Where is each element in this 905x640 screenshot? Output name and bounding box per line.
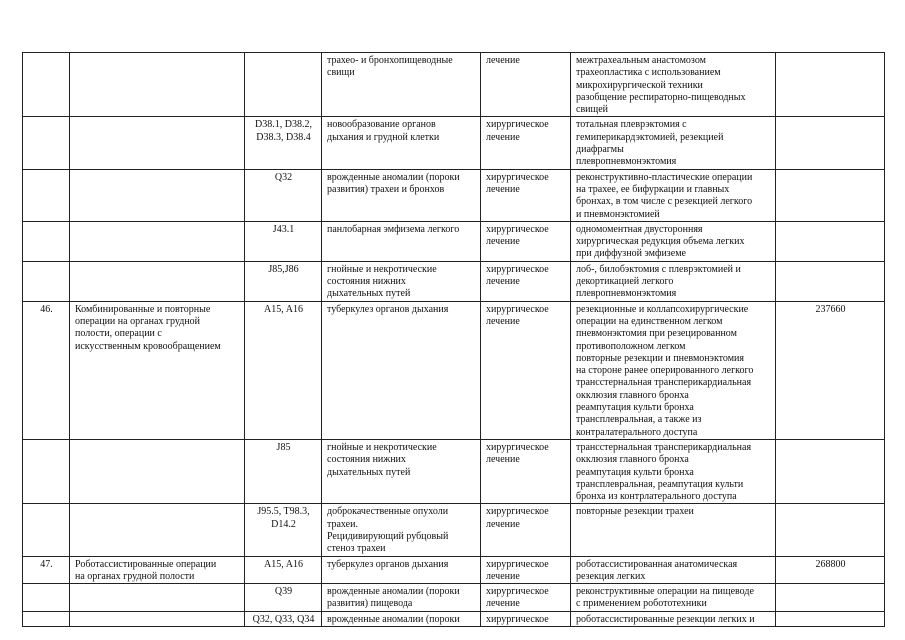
table-row xyxy=(23,584,885,612)
disease-model-cell xyxy=(322,556,481,584)
table-row xyxy=(23,261,885,301)
cell-line: повторные резекции и пневмонэктомия xyxy=(576,352,745,364)
cell-line: Q32 xyxy=(274,171,293,183)
cell-line: хирургическое xyxy=(486,263,549,275)
cell-line: лечение xyxy=(486,315,520,327)
icd-codes-cell xyxy=(245,611,322,626)
cell-line: хирургическое xyxy=(486,119,549,131)
treatment-type-cell xyxy=(481,221,571,261)
cell-line: трансстернальная трансперикардиальная xyxy=(576,377,752,389)
cell-line: на органах грудной полости xyxy=(75,570,195,582)
table-row xyxy=(23,53,885,117)
cell-line: развития) трахеи и бронхов xyxy=(327,183,445,195)
disease-model-cell xyxy=(322,504,481,556)
intervention-name-cell xyxy=(70,53,245,117)
table-row xyxy=(23,117,885,169)
cell-line: состояния нижних xyxy=(327,276,406,288)
cell-line: трансстернальная трансперикардиальная xyxy=(576,441,752,453)
table-row xyxy=(23,556,885,584)
icd-codes-cell xyxy=(245,117,322,169)
intervention-name-cell xyxy=(70,169,245,221)
table-row xyxy=(23,504,885,556)
cell-line: лечение xyxy=(486,570,520,582)
cell-line: дыхательных путей xyxy=(327,466,411,478)
disease-model-cell xyxy=(322,117,481,169)
cell-line: операции на органах грудной xyxy=(75,315,201,327)
cell-line: с применением робототехники xyxy=(576,598,707,610)
table-row xyxy=(23,439,885,503)
disease-model-cell xyxy=(322,439,481,503)
treatment-method-cell xyxy=(571,261,776,301)
cell-line: хирургическое xyxy=(486,586,549,598)
disease-model-cell xyxy=(322,261,481,301)
intervention-name-cell xyxy=(70,221,245,261)
treatment-type-cell xyxy=(481,117,571,169)
price-cell xyxy=(776,261,885,301)
cell-line: лечение xyxy=(486,183,520,195)
cell-line: дыхательных путей xyxy=(327,288,411,300)
cell-line: повторные резекции трахеи xyxy=(576,506,694,518)
disease-model-cell xyxy=(322,221,481,261)
cell-line: окклюзия главного бронха xyxy=(576,389,689,401)
cell-line: трахеопластика с использованием xyxy=(576,67,721,79)
treatment-method-cell xyxy=(571,221,776,261)
icd-codes-cell xyxy=(245,301,322,439)
cell-line: хирургическое xyxy=(486,171,549,183)
cell-line: реампутация культи бронха xyxy=(576,466,694,478)
cell-line: J85 xyxy=(276,441,291,453)
cell-line: развития) пищевода xyxy=(327,598,413,610)
intervention-name-cell xyxy=(70,301,245,439)
icd-codes-cell xyxy=(245,504,322,556)
cell-line: Комбинированные и повторные xyxy=(75,303,211,315)
cell-line: тотальная плеврэктомия с xyxy=(576,119,687,131)
cell-line: врожденные аномалии (пороки xyxy=(327,613,460,625)
treatment-method-cell xyxy=(571,169,776,221)
cell-line: плевропневмонэктомия xyxy=(576,156,677,168)
treatment-type-cell xyxy=(481,301,571,439)
price-cell xyxy=(776,611,885,626)
cell-line: гемиперикардэктомией, резекцией xyxy=(576,131,724,143)
cell-line: межтрахеальным анастомозом xyxy=(576,55,706,66)
treatment-method-cell xyxy=(571,53,776,117)
intervention-name-cell xyxy=(70,611,245,626)
treatment-type-cell xyxy=(481,53,571,117)
price-cell xyxy=(776,221,885,261)
cell-line: хирургическое xyxy=(486,303,549,315)
row-number-cell: 46. xyxy=(23,301,70,439)
treatment-type-cell xyxy=(481,439,571,503)
cell-line: D38.3, D38.4 xyxy=(256,131,311,143)
cell-line: лечение xyxy=(486,276,520,288)
table-body xyxy=(23,53,885,627)
cell-line: бронха из контрлатерального доступа xyxy=(576,491,737,503)
cell-line: Q39 xyxy=(274,586,293,598)
cell-line: свищей xyxy=(576,104,609,116)
row-number-cell xyxy=(23,611,70,626)
cell-line: полости, операции с xyxy=(75,328,162,340)
row-number-cell xyxy=(23,504,70,556)
treatment-type-cell xyxy=(481,169,571,221)
cell-line: Рецидивирующий рубцовый xyxy=(327,530,449,542)
cell-line: дыхания и грудной клетки xyxy=(327,131,440,143)
cell-line: гнойные и некротические xyxy=(327,441,437,453)
treatment-method-cell xyxy=(571,556,776,584)
cell-line: при диффузной эмфиземе xyxy=(576,248,686,260)
cell-line: на трахее, ее бифуркации и главных xyxy=(576,183,730,195)
intervention-name-cell xyxy=(70,439,245,503)
cell-line: реконструктивные операции на пищеводе xyxy=(576,586,754,598)
icd-codes-cell xyxy=(245,169,322,221)
row-number-cell xyxy=(23,221,70,261)
treatment-type-cell xyxy=(481,261,571,301)
disease-model-cell xyxy=(322,53,481,117)
disease-model-cell xyxy=(322,611,481,626)
cell-line: плевропневмонэктомия xyxy=(576,288,677,300)
intervention-name-cell xyxy=(70,261,245,301)
cell-line: стеноз трахеи xyxy=(327,543,386,555)
icd-codes-cell xyxy=(245,556,322,584)
table-row xyxy=(23,611,885,626)
cell-line: J95.5, T98.3, xyxy=(257,506,310,518)
cell-line: врожденные аномалии (пороки xyxy=(327,586,460,598)
disease-model-cell xyxy=(322,169,481,221)
table-row xyxy=(23,169,885,221)
cell-line: трансплевральная, реампутация культи xyxy=(576,478,744,490)
cell-line: разобщение респираторно-пищеводных xyxy=(576,91,746,103)
price-cell: 268800 xyxy=(776,556,885,584)
cell-line: хирургическое xyxy=(486,558,549,570)
cell-line: резекция легких xyxy=(576,570,646,582)
treatment-type-cell xyxy=(481,611,571,626)
cell-line: лечение xyxy=(486,454,520,466)
cell-line: лечение xyxy=(486,598,520,610)
cell-line: реампутация культи бронха xyxy=(576,402,694,414)
cell-line: хирургическое xyxy=(486,441,549,453)
cell-line: на стороне ранее оперированного легкого xyxy=(576,365,754,377)
cell-line: гнойные и некротические xyxy=(327,263,437,275)
cell-line: лечение xyxy=(486,55,520,66)
icd-codes-cell xyxy=(245,439,322,503)
cell-line: искусственным кровообращением xyxy=(75,340,221,352)
price-cell xyxy=(776,169,885,221)
cell-line: D38.1, D38.2, xyxy=(255,119,312,131)
row-number-cell xyxy=(23,439,70,503)
cell-line: туберкулез органов дыхания xyxy=(327,558,449,570)
intervention-name-cell xyxy=(70,556,245,584)
cell-line: бронхах, в том числе с резекцией легкого xyxy=(576,196,753,208)
treatment-method-cell xyxy=(571,611,776,626)
table-row xyxy=(23,301,885,439)
cell-line: хирургическое xyxy=(486,506,549,518)
cell-line: роботассистированная анатомическая xyxy=(576,558,738,570)
intervention-name-cell xyxy=(70,584,245,612)
cell-line: туберкулез органов дыхания xyxy=(327,303,449,315)
cell-line: панлобарная эмфизема легкого xyxy=(327,223,460,235)
cell-line: и пневмонэктомией xyxy=(576,208,660,220)
icd-codes-cell xyxy=(245,221,322,261)
treatment-method-cell xyxy=(571,301,776,439)
cell-line: одномоментная двусторонняя xyxy=(576,223,703,235)
cell-line: микрохирургической техники xyxy=(576,79,703,91)
treatment-type-cell xyxy=(481,504,571,556)
icd-codes-cell xyxy=(245,53,322,117)
cell-line: врожденные аномалии (пороки xyxy=(327,171,460,183)
cell-line: окклюзия главного бронха xyxy=(576,454,689,466)
cell-line: трахеи. xyxy=(327,518,358,530)
cell-line: новообразование органов xyxy=(327,119,436,131)
price-cell xyxy=(776,53,885,117)
cell-line: диафрагмы xyxy=(576,144,624,156)
cell-line: декортикацией легкого xyxy=(576,276,674,288)
cell-line: роботассистированные резекции легких и xyxy=(576,613,755,625)
cell-line: доброкачественные опухоли xyxy=(327,506,449,518)
disease-model-cell xyxy=(322,584,481,612)
treatment-method-cell xyxy=(571,504,776,556)
cell-line: лечение xyxy=(486,518,520,530)
intervention-name-cell xyxy=(70,504,245,556)
cell-line: реконструктивно-пластические операции xyxy=(576,171,753,183)
cell-line: A15, A16 xyxy=(264,303,303,315)
cell-line: хирургическая редукция объема легких xyxy=(576,236,745,248)
cell-line: операции на единственном легком xyxy=(576,315,723,327)
procedures-table xyxy=(22,52,885,627)
price-cell xyxy=(776,439,885,503)
icd-codes-cell xyxy=(245,584,322,612)
price-cell xyxy=(776,117,885,169)
cell-line: резекционные и коллапсохирургические xyxy=(576,303,749,315)
cell-line: D14.2 xyxy=(271,518,296,530)
row-number-cell xyxy=(23,584,70,612)
row-number-cell xyxy=(23,261,70,301)
price-cell xyxy=(776,584,885,612)
cell-line: трахео- и бронхопищеводные xyxy=(327,55,453,66)
treatment-method-cell xyxy=(571,439,776,503)
cell-line: пневмонэктомия при резецированном xyxy=(576,328,737,340)
treatment-type-cell xyxy=(481,556,571,584)
row-number-cell xyxy=(23,53,70,117)
treatment-method-cell xyxy=(571,117,776,169)
cell-line: A15, A16 xyxy=(264,558,303,570)
disease-model-cell xyxy=(322,301,481,439)
icd-codes-cell xyxy=(245,261,322,301)
price-cell xyxy=(776,504,885,556)
intervention-name-cell xyxy=(70,117,245,169)
cell-line: контралатерального доступа xyxy=(576,426,698,438)
table-row xyxy=(23,221,885,261)
cell-line: J43.1 xyxy=(272,223,295,235)
cell-line: J85,J86 xyxy=(268,263,299,275)
cell-line: лечение xyxy=(486,236,520,248)
row-number-cell: 47. xyxy=(23,556,70,584)
cell-line: состояния нижних xyxy=(327,454,406,466)
treatment-type-cell xyxy=(481,584,571,612)
cell-line: лечение xyxy=(486,131,520,143)
cell-line: лоб-, билобэктомия с плеврэктомией и xyxy=(576,263,741,275)
cell-line: хирургическое xyxy=(486,613,549,625)
price-cell: 237660 xyxy=(776,301,885,439)
cell-line: Q32, Q33, Q34 xyxy=(252,613,315,625)
cell-line: хирургическое xyxy=(486,223,549,235)
cell-line: трансплевральная, а также из xyxy=(576,414,702,426)
cell-line: Роботассистированные операции xyxy=(75,558,217,570)
treatment-method-cell xyxy=(571,584,776,612)
row-number-cell xyxy=(23,117,70,169)
cell-line: свищи xyxy=(327,67,355,79)
row-number-cell xyxy=(23,169,70,221)
cell-line: противоположном легком xyxy=(576,340,686,352)
